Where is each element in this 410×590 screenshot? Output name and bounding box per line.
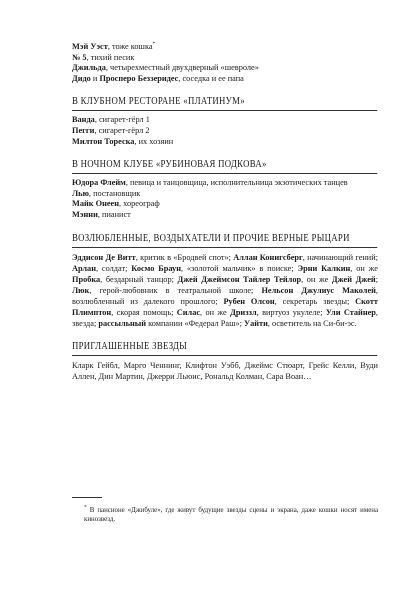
character-description: , «золотой мальчик» в поиске; <box>180 263 298 273</box>
character-description: , начинающий гений; <box>302 252 378 262</box>
character-name: Пегги <box>72 125 95 135</box>
cast-entry <box>72 210 378 221</box>
character-description: , скорая помощь; <box>111 307 177 317</box>
footnote-mark: * <box>152 41 156 48</box>
character-description: , осветитель на Си-би-эс. <box>267 318 357 328</box>
character-description: , пианист <box>97 209 131 219</box>
character-name: Джильда <box>72 63 106 73</box>
cast-entry <box>72 189 378 200</box>
character-description: компании «Федерал Раш»; <box>146 318 244 328</box>
character-name: Уайти <box>244 318 268 328</box>
character-name: Лью <box>72 188 89 198</box>
character-description: , виртуоз укулеле; <box>256 307 326 317</box>
cast-entry-no5 <box>72 53 378 64</box>
section-lovers <box>72 233 378 329</box>
character-name: Рубен Олсон <box>223 296 275 306</box>
footnote-text: В пансионе «Джибуле», где живут будущие звезды сцены и экрана, даже кошки носят имена кинозвезд. <box>84 507 378 524</box>
conjunction: и <box>90 73 100 83</box>
section-heading: ВОЗЛЮБЛЕННЫЕ, ВОЗДЫХАТЕЛИ И ПРОЧИЕ ВЕРНЫЕ РЫЦАРИ <box>72 233 377 248</box>
character-name: Силас <box>176 307 201 317</box>
section-ruby-horseshoe <box>72 159 378 220</box>
footnote-mark: * <box>84 504 87 511</box>
character-name: Ули Стайнер <box>325 307 376 317</box>
character-description: , звезда; <box>72 307 378 328</box>
character-name: Люк <box>72 285 90 295</box>
cast-entry <box>72 126 378 137</box>
character-name: Арлан <box>72 263 96 273</box>
cast-list-page <box>72 42 378 382</box>
character-description: , солдат; <box>95 263 132 273</box>
cast-entry <box>72 178 378 189</box>
cast-entry-mae-west <box>72 42 378 53</box>
character-description: , сигарет-гёрл 1 <box>94 115 150 125</box>
character-description: , тихий песик <box>86 52 135 62</box>
character-description: , сигарет-гёрл 2 <box>94 125 150 135</box>
character-name: Милтон Тореска <box>72 136 135 146</box>
character-description: , он же <box>301 274 332 284</box>
character-name: Дидо <box>72 73 91 83</box>
character-name: Эрни Калкин <box>297 263 351 273</box>
cast-entry <box>72 199 378 210</box>
footnote <box>84 506 378 524</box>
character-description: , он же <box>350 263 378 273</box>
character-description: , возлюбленный из далекого прошлого; <box>72 285 378 306</box>
character-name: № 5 <box>72 52 87 62</box>
cast-entry-gilda <box>72 63 378 74</box>
footnote-divider <box>72 497 102 498</box>
character-name: Аллан Конигсберг <box>233 252 303 262</box>
character-name: Джей Джеймсон Тайлер Тейлор <box>177 274 302 284</box>
lovers-paragraph <box>72 252 378 329</box>
cast-entry-dido <box>72 74 378 85</box>
section-heading: В НОЧНОМ КЛУБЕ «РУБИНОВАЯ ПОДКОВА» <box>72 159 377 174</box>
character-description: , секретарь звезды; <box>274 296 356 306</box>
cast-entry <box>72 137 378 148</box>
character-name: Джей Джей <box>331 274 376 284</box>
character-description: , хореограф <box>119 199 160 209</box>
character-description: , критик в «Бродвей спот»; <box>135 252 234 262</box>
character-description: , четырехместный двухдверный «шевроле» <box>105 63 259 73</box>
character-description: , бездарный танцор; <box>100 274 178 284</box>
character-description: , герой-любовник в театральной школе; <box>89 285 262 295</box>
character-name: Нельсон Джулиус Маколей <box>261 285 376 295</box>
character-description: , тоже кошка <box>107 42 153 51</box>
character-description: ; <box>375 274 378 284</box>
character-description: , их хозяин <box>134 136 174 146</box>
section-platinum <box>72 96 378 147</box>
character-name: Юдора Флейм <box>72 178 126 188</box>
guest-stars-paragraph: Кларк Гейбл, Марго Ченнинг, Клифтон Уэбб, Джеймс Стюарт, Грейс Келли, Вуди Аллен, Дин Мартин, Джерри Льюис, Рональд Колман, Сара Воан… <box>72 360 378 381</box>
character-name: Майк Онеен <box>72 199 119 209</box>
character-name: Дриззл <box>230 307 257 317</box>
character-name: рассыльный <box>98 318 147 328</box>
character-name: Скотт Плимптон <box>72 296 378 317</box>
character-name: Эддисон Де Витт <box>72 252 136 262</box>
character-name: Пробка <box>72 274 101 284</box>
character-name: Мэй Уэст <box>72 42 108 51</box>
character-name-2: Просперо Беззеридес <box>99 73 179 83</box>
character-name: Мэнни <box>72 209 98 219</box>
section-guest-stars <box>72 341 378 382</box>
section-heading: В КЛУБНОМ РЕСТОРАНЕ «ПЛАТИНУМ» <box>72 96 377 111</box>
cast-entry <box>72 115 378 126</box>
character-name: Ванда <box>72 115 95 125</box>
character-description: , соседка и ее папа <box>178 73 244 83</box>
character-description: , певица и танцовщица, исполнительница экзотических танцев <box>125 178 348 188</box>
character-description: , он же <box>200 307 231 317</box>
section-heading: ПРИГЛАШЕННЫЕ ЗВЕЗДЫ <box>72 341 377 356</box>
cast-top-list <box>72 42 378 84</box>
character-name: Космо Браун <box>131 263 181 273</box>
character-description: , постановщик <box>88 188 141 198</box>
